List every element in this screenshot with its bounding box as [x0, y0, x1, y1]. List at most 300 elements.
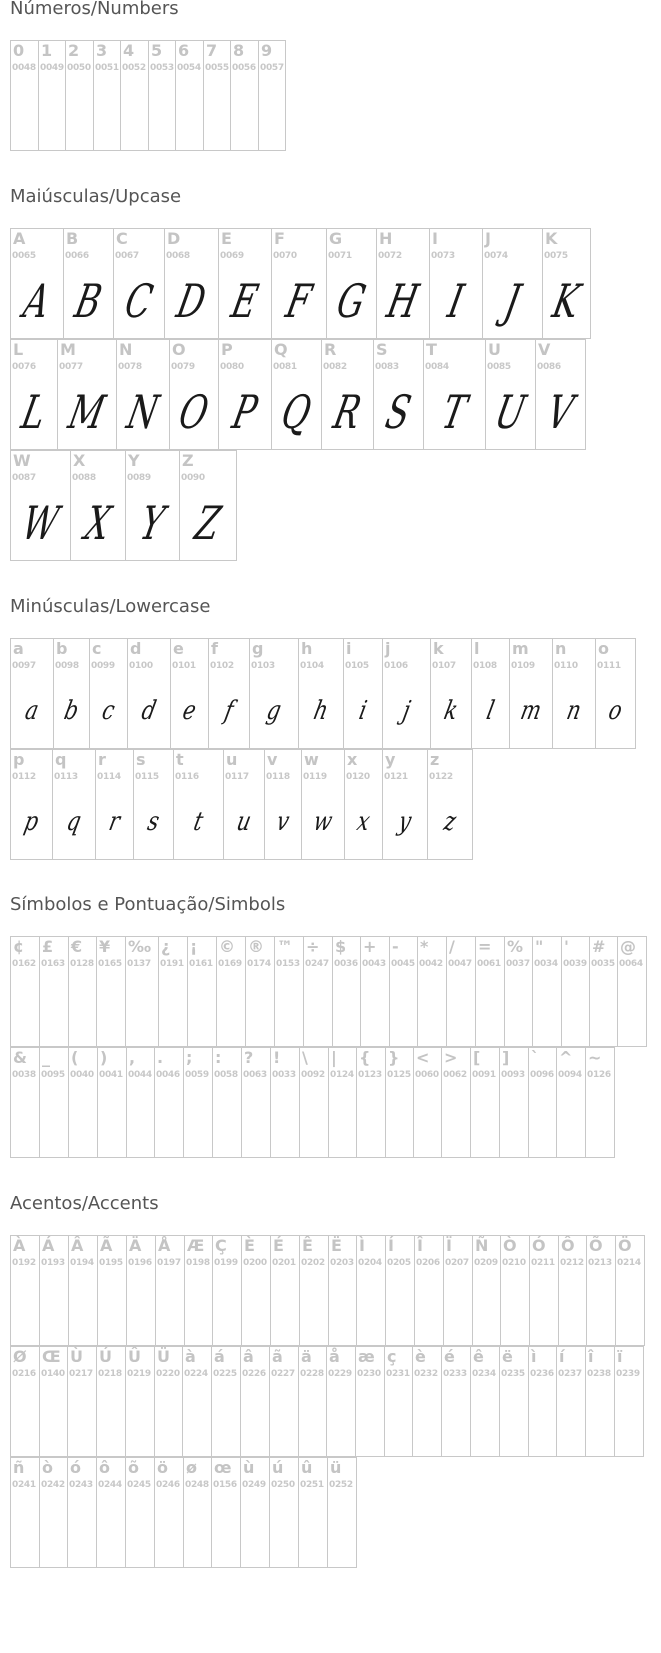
glyph-code-label: 0104 — [300, 661, 324, 671]
glyph-sample: O — [174, 384, 214, 439]
glyph-code-label: 0057 — [260, 63, 284, 73]
glyph-char-label: Ò — [503, 1236, 517, 1255]
glyph-char-label: 0 — [13, 41, 25, 60]
glyph-code-label: 0075 — [544, 251, 568, 261]
glyph-code-label: 0105 — [345, 661, 369, 671]
glyph-sample: W — [17, 495, 64, 550]
glyph-cell — [430, 229, 483, 338]
glyph-code-label: 0062 — [443, 1070, 467, 1080]
glyph-code-label: 0040 — [70, 1070, 94, 1080]
glyph-code-label: 0233 — [443, 1369, 467, 1379]
glyph-code-label: 0195 — [99, 1258, 123, 1268]
glyph-char-label: Å — [158, 1236, 171, 1255]
glyph-code-label: 0063 — [243, 1070, 267, 1080]
glyph-sample: B — [70, 273, 107, 328]
glyph-char-label: # — [592, 937, 606, 956]
glyph-char-label: 3 — [96, 41, 108, 60]
glyph-char-label: x — [347, 750, 358, 769]
glyph-cell — [250, 639, 299, 748]
glyph-char-label: 7 — [206, 41, 218, 60]
glyph-cell — [98, 1236, 127, 1345]
glyph-cell — [390, 937, 418, 1046]
glyph-cell — [265, 750, 302, 859]
glyph-code-label: 0204 — [358, 1258, 382, 1268]
glyph-char-label: a — [13, 639, 24, 658]
glyph-sample: f — [221, 695, 237, 726]
glyph-char-label: Ü — [157, 1347, 170, 1366]
glyph-cell — [300, 1236, 329, 1345]
glyph-code-label: 0218 — [98, 1369, 122, 1379]
glyph-code-label: 0052 — [122, 63, 146, 73]
glyph-cell — [209, 639, 250, 748]
glyph-sample: t — [191, 806, 206, 837]
glyph-sample: v — [273, 806, 293, 837]
glyph-sample: F — [281, 273, 317, 328]
glyph-char-label: R — [324, 340, 337, 359]
glyph-code-label: 0089 — [127, 473, 151, 483]
glyph-code-label: 0069 — [220, 251, 244, 261]
glyph-char-label: Â — [71, 1236, 84, 1255]
glyph-code-label: 0114 — [97, 772, 121, 782]
glyph-sample: r — [106, 806, 123, 837]
glyph-code-label: 0109 — [511, 661, 535, 671]
glyph-cell — [156, 1236, 185, 1345]
glyph-code-label: 0092 — [301, 1070, 325, 1080]
glyph-char-label: Œ — [42, 1347, 61, 1366]
symbols-row — [10, 1047, 615, 1158]
glyph-code-label: 0100 — [129, 661, 153, 671]
glyph-code-label: 0044 — [128, 1070, 152, 1080]
glyph-char-label: . — [157, 1048, 164, 1067]
glyph-char-label: $ — [335, 937, 347, 956]
glyph-sample: G — [332, 273, 371, 328]
glyph-cell — [90, 639, 128, 748]
section-title-lowercase: Minúsculas/Lowercase — [10, 596, 211, 617]
glyph-cell — [322, 340, 374, 449]
glyph-char-label: m — [512, 639, 529, 658]
glyph-cell — [299, 1458, 328, 1567]
glyph-cell — [275, 937, 304, 1046]
glyph-code-label: 0251 — [300, 1480, 324, 1490]
glyph-cell — [543, 229, 591, 338]
glyph-code-label: 0125 — [387, 1070, 411, 1080]
accents-row — [10, 1235, 645, 1346]
glyph-sample: A — [19, 273, 55, 328]
glyph-char-label: Ï — [446, 1236, 452, 1255]
glyph-sample: i — [356, 695, 370, 726]
glyph-cell — [180, 451, 237, 560]
glyph-char-label: & — [13, 1048, 27, 1067]
glyph-cell — [374, 340, 424, 449]
glyph-cell — [272, 229, 327, 338]
glyph-sample: Z — [190, 495, 226, 550]
glyph-sample: w — [310, 806, 336, 837]
glyph-cell — [98, 1048, 127, 1157]
glyph-cell — [159, 937, 188, 1046]
lowercase-row — [10, 749, 473, 860]
glyph-code-label: 0210 — [502, 1258, 526, 1268]
glyph-cell — [557, 1048, 586, 1157]
glyph-code-label: 0238 — [587, 1369, 611, 1379]
glyph-code-label: 0239 — [616, 1369, 640, 1379]
glyph-cell — [242, 1048, 271, 1157]
glyph-char-label: i — [346, 639, 352, 658]
glyph-cell — [428, 750, 473, 859]
glyph-code-label: 0108 — [473, 661, 497, 671]
glyph-sample: g — [264, 695, 284, 726]
glyph-code-label: 0049 — [40, 63, 64, 73]
glyph-sample: R — [329, 384, 366, 439]
glyph-char-label: A — [13, 229, 26, 248]
glyph-cell — [442, 1347, 471, 1456]
glyph-char-label: ä — [301, 1347, 312, 1366]
glyph-cell — [559, 1236, 587, 1345]
glyph-code-label: 0095 — [41, 1070, 65, 1080]
glyph-cell — [271, 1048, 300, 1157]
glyph-code-label: 0200 — [243, 1258, 267, 1268]
glyph-code-label: 0065 — [12, 251, 36, 261]
glyph-sample: o — [606, 695, 625, 726]
glyph-cell — [442, 1048, 471, 1157]
glyph-code-label: 0225 — [213, 1369, 237, 1379]
glyph-cell — [11, 1458, 40, 1567]
glyph-cell — [126, 451, 180, 560]
glyph-sample: z — [441, 806, 459, 837]
glyph-char-label: ~ — [588, 1048, 602, 1067]
glyph-char-label: û — [301, 1458, 313, 1477]
glyph-char-label: F — [274, 229, 285, 248]
glyph-sample: q — [64, 806, 84, 837]
glyph-code-label: 0199 — [214, 1258, 238, 1268]
glyph-code-label: 0084 — [425, 362, 449, 372]
glyph-code-label: 0174 — [247, 959, 271, 969]
glyph-char-label: â — [243, 1347, 254, 1366]
glyph-code-label: 0072 — [378, 251, 402, 261]
glyph-char-label: _ — [42, 1048, 50, 1067]
glyph-char-label: ó — [70, 1458, 81, 1477]
glyph-char-label: 9 — [261, 41, 273, 60]
glyph-sample: T — [437, 384, 472, 439]
glyph-char-label: n — [555, 639, 567, 658]
glyph-char-label: Ù — [70, 1347, 83, 1366]
glyph-code-label: 0244 — [98, 1480, 122, 1490]
glyph-char-label: r — [98, 750, 106, 769]
glyph-cell — [212, 1458, 241, 1567]
glyph-cell — [11, 1048, 40, 1157]
glyph-code-label: 0083 — [375, 362, 399, 372]
glyph-code-label: 0039 — [563, 959, 587, 969]
glyph-code-label: 0203 — [330, 1258, 354, 1268]
glyph-char-label: 5 — [151, 41, 163, 60]
glyph-char-label: Ú — [99, 1347, 112, 1366]
glyph-sample: J — [500, 273, 525, 328]
glyph-cell — [185, 1236, 213, 1345]
glyph-cell — [184, 1048, 213, 1157]
glyph-code-label: 0036 — [334, 959, 358, 969]
glyph-cell — [483, 229, 543, 338]
glyph-code-label: 0106 — [384, 661, 408, 671]
glyph-cell — [501, 1236, 530, 1345]
glyph-char-label: ‰ — [128, 937, 152, 956]
glyph-char-label: è — [415, 1347, 426, 1366]
glyph-cell — [329, 1236, 357, 1345]
glyph-code-label: 0056 — [232, 63, 256, 73]
glyph-code-label: 0038 — [12, 1070, 36, 1080]
glyph-cell — [155, 1458, 184, 1567]
glyph-code-label: 0227 — [271, 1369, 295, 1379]
glyph-cell — [616, 1236, 645, 1345]
glyph-char-label: Î — [417, 1236, 423, 1255]
glyph-sample: V — [542, 384, 579, 439]
glyph-code-label: 0054 — [177, 63, 201, 73]
glyph-code-label: 0068 — [166, 251, 190, 261]
glyph-cell — [241, 1347, 270, 1456]
glyph-cell — [117, 340, 170, 449]
glyph-char-label: Ö — [618, 1236, 632, 1255]
glyph-char-label: = — [478, 937, 492, 956]
glyph-code-label: 0035 — [591, 959, 615, 969]
glyph-char-label: H — [379, 229, 393, 248]
glyph-code-label: 0212 — [560, 1258, 584, 1268]
glyph-char-label: % — [507, 937, 524, 956]
glyph-code-label: 0194 — [70, 1258, 94, 1268]
glyph-char-label: Ë — [331, 1236, 342, 1255]
glyph-cell — [69, 1236, 98, 1345]
glyph-char-label: N — [119, 340, 133, 359]
glyph-cell — [447, 937, 476, 1046]
glyph-sample: Y — [135, 495, 170, 550]
glyph-cell — [271, 1236, 300, 1345]
glyph-code-label: 0191 — [160, 959, 184, 969]
glyph-char-label: œ — [214, 1458, 232, 1477]
glyph-char-label: ü — [330, 1458, 342, 1477]
glyph-char-label: L — [13, 340, 24, 359]
glyph-cell — [204, 41, 231, 150]
glyph-code-label: 0111 — [597, 661, 621, 671]
glyph-cell — [40, 1236, 69, 1345]
glyph-code-label: 0235 — [501, 1369, 525, 1379]
glyph-cell — [361, 937, 390, 1046]
glyph-code-label: 0042 — [419, 959, 443, 969]
glyph-cell — [54, 639, 90, 748]
glyph-char-label: p — [13, 750, 25, 769]
glyph-code-label: 0076 — [12, 362, 36, 372]
glyph-char-label: - — [392, 937, 399, 956]
glyph-code-label: 0098 — [55, 661, 79, 671]
glyph-char-label: S — [376, 340, 388, 359]
glyph-cell — [184, 1458, 212, 1567]
glyph-char-label: á — [214, 1347, 225, 1366]
glyph-sample: u — [234, 806, 254, 837]
glyph-code-label: 0117 — [225, 772, 249, 782]
glyph-char-label: < — [416, 1048, 430, 1067]
glyph-cell — [165, 229, 219, 338]
glyph-cell — [11, 340, 58, 449]
glyph-code-label: 0202 — [301, 1258, 325, 1268]
glyph-cell — [11, 1236, 40, 1345]
glyph-char-label: w — [304, 750, 319, 769]
glyph-sample: U — [490, 384, 531, 439]
glyph-char-label: ñ — [13, 1458, 25, 1477]
glyph-cell — [344, 639, 383, 748]
glyph-cell — [618, 937, 647, 1046]
glyph-char-label: I — [432, 229, 438, 248]
glyph-char-label: £ — [42, 937, 54, 956]
glyph-code-label: 0197 — [157, 1258, 181, 1268]
glyph-char-label: [ — [473, 1048, 481, 1067]
glyph-char-label: ú — [272, 1458, 284, 1477]
glyph-cell — [71, 451, 126, 560]
glyph-char-label: G — [329, 229, 343, 248]
glyph-sample: e — [180, 695, 199, 726]
glyph-char-label: y — [385, 750, 396, 769]
glyph-code-label: 0140 — [41, 1369, 65, 1379]
glyph-char-label: Ó — [532, 1236, 546, 1255]
section-title-symbols: Símbolos e Pontuação/Simbols — [10, 894, 286, 915]
glyph-code-label: 0213 — [588, 1258, 612, 1268]
glyph-cell — [171, 639, 209, 748]
glyph-char-label: W — [13, 451, 31, 470]
glyph-code-label: 0124 — [330, 1070, 354, 1080]
glyph-char-label: ï — [617, 1347, 623, 1366]
glyph-cell — [58, 340, 117, 449]
glyph-cell — [586, 1048, 615, 1157]
glyph-sample: p — [21, 806, 42, 837]
glyph-char-label: e — [173, 639, 184, 658]
glyph-cell — [241, 1458, 270, 1567]
glyph-code-label: 0053 — [150, 63, 174, 73]
glyph-code-label: 0086 — [537, 362, 561, 372]
glyph-cell — [300, 1048, 329, 1157]
glyph-char-label: Õ — [589, 1236, 603, 1255]
glyph-cell — [183, 1347, 212, 1456]
glyph-code-label: 0214 — [617, 1258, 641, 1268]
glyph-cell — [11, 937, 40, 1046]
glyph-code-label: 0080 — [220, 362, 244, 372]
glyph-char-label: c — [92, 639, 102, 658]
glyph-code-label: 0121 — [384, 772, 408, 782]
glyph-char-label: å — [329, 1347, 340, 1366]
glyph-char-label: 1 — [41, 41, 53, 60]
glyph-cell — [530, 1236, 559, 1345]
glyph-char-label: È — [244, 1236, 255, 1255]
glyph-char-label: Ì — [359, 1236, 365, 1255]
symbols-row — [10, 936, 647, 1047]
glyph-code-label: 0216 — [12, 1369, 36, 1379]
glyph-code-label: 0156 — [213, 1480, 237, 1490]
glyph-cell — [219, 340, 272, 449]
upcase-row — [10, 450, 237, 561]
glyph-cell — [472, 639, 510, 748]
glyph-cell — [590, 937, 618, 1046]
glyph-code-label: 0161 — [189, 959, 213, 969]
glyph-char-label: { — [359, 1048, 371, 1067]
glyph-code-label: 0055 — [205, 63, 229, 73]
glyph-code-label: 0090 — [181, 473, 205, 483]
glyph-char-label: é — [444, 1347, 455, 1366]
glyph-cell — [149, 41, 176, 150]
glyph-cell — [596, 639, 636, 748]
glyph-code-label: 0241 — [12, 1480, 36, 1490]
glyph-cell — [174, 750, 224, 859]
glyph-cell — [383, 750, 428, 859]
glyph-cell — [471, 1347, 500, 1456]
glyph-cell — [500, 1347, 529, 1456]
glyph-cell — [121, 41, 149, 150]
glyph-cell — [270, 1347, 299, 1456]
glyph-code-label: 0046 — [156, 1070, 180, 1080]
glyph-code-label: 0101 — [172, 661, 196, 671]
glyph-code-label: 0119 — [303, 772, 327, 782]
glyph-char-label: ö — [157, 1458, 168, 1477]
glyph-code-label: 0219 — [127, 1369, 151, 1379]
glyph-code-label: 0242 — [41, 1480, 65, 1490]
glyph-char-label: õ — [128, 1458, 139, 1477]
glyph-code-label: 0103 — [251, 661, 275, 671]
glyph-char-label: s — [136, 750, 146, 769]
glyph-cell — [170, 340, 219, 449]
glyph-code-label: 0192 — [12, 1258, 36, 1268]
glyph-code-label: 0045 — [391, 959, 415, 969]
glyph-sample: h — [311, 695, 331, 726]
glyph-code-label: 0096 — [530, 1070, 554, 1080]
glyph-code-label: 0041 — [99, 1070, 123, 1080]
glyph-char-label: Û — [128, 1347, 141, 1366]
glyph-cell — [127, 1048, 155, 1157]
glyph-code-label: 0224 — [184, 1369, 208, 1379]
glyph-char-label: Y — [128, 451, 140, 470]
glyph-cell — [97, 1458, 126, 1567]
glyph-sample: y — [395, 806, 415, 837]
glyph-sample: n — [564, 695, 584, 726]
glyph-code-label: 0196 — [128, 1258, 152, 1268]
glyph-code-label: 0079 — [171, 362, 195, 372]
glyph-char-label: , — [129, 1048, 136, 1067]
glyph-code-label: 0066 — [65, 251, 89, 261]
glyph-code-label: 0061 — [477, 959, 501, 969]
glyph-code-label: 0234 — [472, 1369, 496, 1379]
glyph-cell — [357, 1048, 386, 1157]
glyph-char-label: í — [559, 1347, 565, 1366]
glyph-cell — [212, 1347, 241, 1456]
glyph-cell — [424, 340, 486, 449]
glyph-code-label: 0037 — [506, 959, 530, 969]
glyph-code-label: 0094 — [558, 1070, 582, 1080]
glyph-cell — [66, 41, 94, 150]
glyph-code-label: 0220 — [156, 1369, 180, 1379]
glyph-cell — [529, 1347, 557, 1456]
glyph-char-label: Ç — [215, 1236, 227, 1255]
glyph-cell — [299, 1347, 327, 1456]
glyph-cell — [415, 1236, 444, 1345]
glyph-char-label: 6 — [178, 41, 190, 60]
glyph-sample: P — [228, 384, 262, 439]
glyph-char-label: ¢ — [13, 937, 25, 956]
glyph-char-label: \ — [302, 1048, 308, 1067]
glyph-code-label: 0169 — [218, 959, 242, 969]
glyph-char-label: Í — [388, 1236, 394, 1255]
glyph-char-label: u — [226, 750, 238, 769]
glyph-code-label: 0059 — [185, 1070, 209, 1080]
glyph-cell — [11, 750, 53, 859]
glyph-char-label: © — [219, 937, 235, 956]
glyph-sample: c — [99, 695, 118, 726]
glyph-cell — [11, 639, 54, 748]
glyph-code-label: 0091 — [472, 1070, 496, 1080]
glyph-char-label: É — [273, 1236, 284, 1255]
glyph-char-label: î — [588, 1347, 594, 1366]
glyph-code-label: 0074 — [484, 251, 508, 261]
